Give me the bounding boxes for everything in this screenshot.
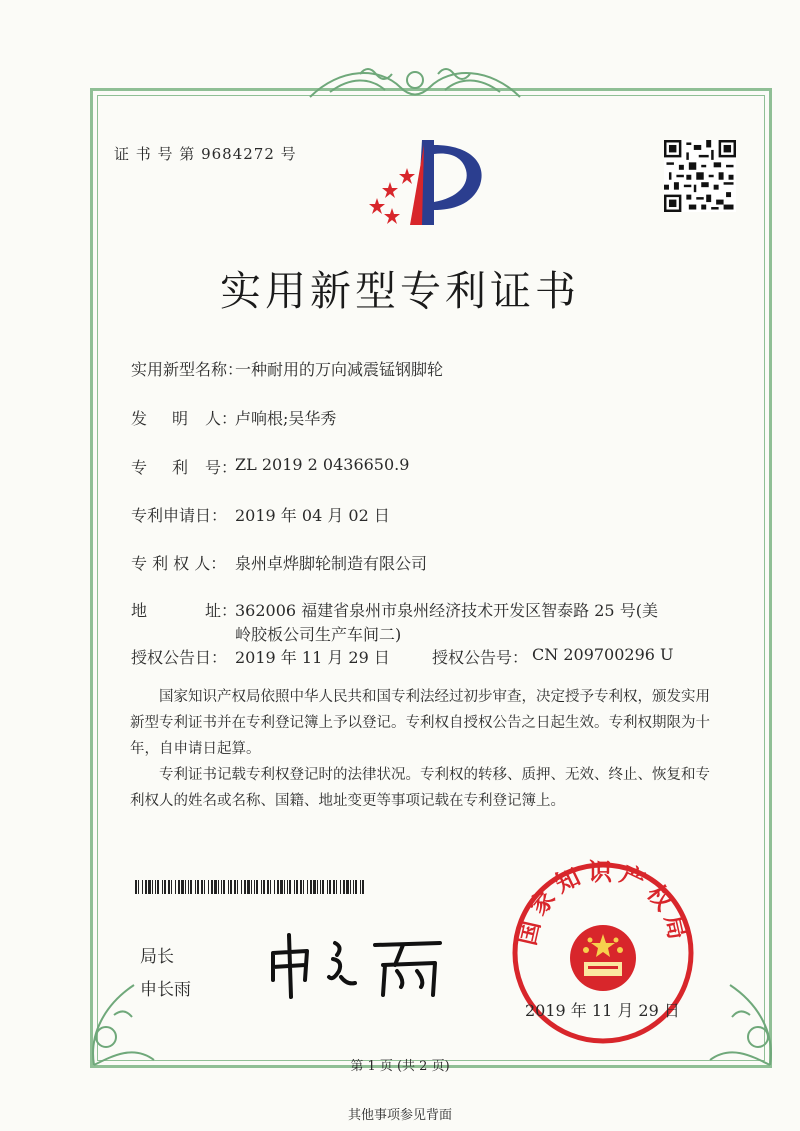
patent-number-value: ZL 2019 2 0436650.9 [235, 455, 410, 474]
director-signature [255, 925, 455, 1000]
barcode-bar [175, 880, 176, 894]
utility-model-name-label: 实用新型名称： [131, 360, 244, 379]
barcode-bar [353, 880, 354, 894]
barcode-bar [267, 880, 269, 894]
director-name: 申长雨 [140, 980, 191, 1000]
barcode-bar [294, 880, 295, 894]
address-value-line2: 岭胶板公司生产车间二) [235, 625, 402, 644]
barcode-bar [270, 880, 271, 894]
barcode-bar [251, 880, 252, 894]
barcode-bar [181, 880, 184, 894]
top-ornament [300, 62, 530, 107]
barcode-bar [327, 880, 328, 894]
barcode-bar [223, 880, 225, 894]
patent-office-logo [362, 140, 492, 240]
barcode-bar [171, 880, 172, 894]
barcode-bar [197, 880, 199, 894]
barcode-bar [300, 880, 302, 894]
barcode-bar [211, 880, 213, 894]
inventor-label-char1: 发 [131, 409, 148, 428]
barcode-bar [296, 880, 298, 894]
filing-date-value: 2019 年 04 月 02 日 [235, 506, 390, 525]
barcode-bar [277, 880, 279, 894]
grant-date-label: 授权公告日： [131, 648, 228, 667]
barcode-bar [228, 880, 229, 894]
barcode-bar [256, 880, 258, 894]
body-paragraph-1: 国家知识产权局依照中华人民共和国专利法经过初步审查，决定授予专利权，颁发实用新型专利证书并在专利登记簿上予以登记。专利权自授权公告之日起生效。专利权期限为十年，自申请日起算。 [130, 689, 710, 757]
barcode-bar [162, 880, 163, 894]
footer-note: 其他事项参见背面 [347, 1108, 452, 1123]
page-number: 第 1 页 (共 2 页) [350, 1059, 450, 1074]
barcode-bar [360, 880, 361, 894]
barcode-bar [261, 880, 262, 894]
inventor-label-char3: 人： [205, 409, 238, 428]
barcode-bar [157, 880, 159, 894]
barcode-bar [230, 880, 232, 894]
barcode-bar [214, 880, 217, 894]
barcode-bar [313, 880, 316, 894]
barcode-bar [208, 880, 209, 894]
barcode-bar [307, 880, 308, 894]
inventor-label-char2: 明 [172, 409, 189, 428]
barcode-bar [287, 880, 288, 894]
barcode-bar [145, 880, 147, 894]
barcode-bar [289, 880, 291, 894]
barcode-bar [274, 880, 275, 894]
barcode-bar [355, 880, 357, 894]
address-label-char1: 地 [131, 601, 148, 620]
barcode-bar [237, 880, 238, 894]
barcode-bar [247, 880, 250, 894]
director-title: 局长 [140, 947, 174, 967]
barcode-bar [138, 880, 139, 894]
barcode-bar [204, 880, 205, 894]
barcode [135, 880, 367, 894]
grant-number-value: CN 209700296 U [532, 645, 674, 664]
barcode-bar [201, 880, 203, 894]
barcode-bar [221, 880, 222, 894]
certificate-number: 证 书 号 第 9684272 号 [114, 145, 297, 163]
patentee-label: 专 利 权 人： [131, 554, 227, 573]
grant-number-label: 授权公告号： [432, 648, 529, 667]
barcode-bar [155, 880, 156, 894]
qr-code [664, 140, 736, 212]
barcode-bar [343, 880, 345, 894]
barcode-bar [244, 880, 246, 894]
certificate-body [130, 684, 720, 814]
barcode-bar [188, 880, 189, 894]
barcode-bar [322, 880, 324, 894]
inventor-value: 卢响根;吴华秀 [235, 409, 337, 428]
barcode-bar [336, 880, 337, 894]
barcode-bar [333, 880, 335, 894]
barcode-bar [185, 880, 186, 894]
barcode-bar [218, 880, 219, 894]
utility-model-name-value: 一种耐用的万向减震锰钢脚轮 [235, 360, 444, 379]
seal-text: 国家知识产权局 [512, 858, 694, 948]
barcode-bar [241, 880, 242, 894]
filing-date-label: 专利申请日： [131, 506, 228, 525]
patent-number-label-char2: 利 [172, 458, 189, 477]
barcode-bar [284, 880, 285, 894]
barcode-bar [254, 880, 255, 894]
patent-number-label-char1: 专 [131, 458, 148, 477]
barcode-bar [350, 880, 351, 894]
barcode-bar [280, 880, 283, 894]
patent-number-label-char3: 号： [205, 458, 238, 477]
barcode-bar [317, 880, 318, 894]
barcode-bar [142, 880, 143, 894]
address-label-char2: 址： [205, 601, 238, 620]
patentee-value: 泉州卓烨脚轮制造有限公司 [235, 554, 428, 573]
barcode-bar [178, 880, 180, 894]
barcode-bar [168, 880, 170, 894]
barcode-bar [340, 880, 341, 894]
barcode-bar [152, 880, 153, 894]
barcode-bar [195, 880, 196, 894]
barcode-bar [362, 880, 364, 894]
barcode-bar [320, 880, 321, 894]
barcode-bar [164, 880, 166, 894]
certificate-title: 实用新型专利证书 [220, 267, 580, 315]
barcode-bar [310, 880, 312, 894]
body-paragraph-2: 专利证书记载专利权登记时的法律状况。专利权的转移、质押、无效、终止、恢复和专利权人的姓名或名称、国籍、地址变更等事项记载在专利登记簿上。 [130, 767, 710, 809]
barcode-bar [135, 880, 137, 894]
seal-date: 2019 年 11 月 29 日 [525, 1001, 680, 1020]
barcode-bar [303, 880, 304, 894]
grant-date-value: 2019 年 11 月 29 日 [235, 648, 390, 667]
barcode-bar [148, 880, 151, 894]
barcode-bar [263, 880, 265, 894]
barcode-bar [346, 880, 349, 894]
barcode-bar [234, 880, 236, 894]
barcode-bar [190, 880, 192, 894]
address-value-line1: 362006 福建省泉州市泉州经济技术开发区智泰路 25 号(美 [235, 601, 658, 620]
barcode-bar [329, 880, 331, 894]
